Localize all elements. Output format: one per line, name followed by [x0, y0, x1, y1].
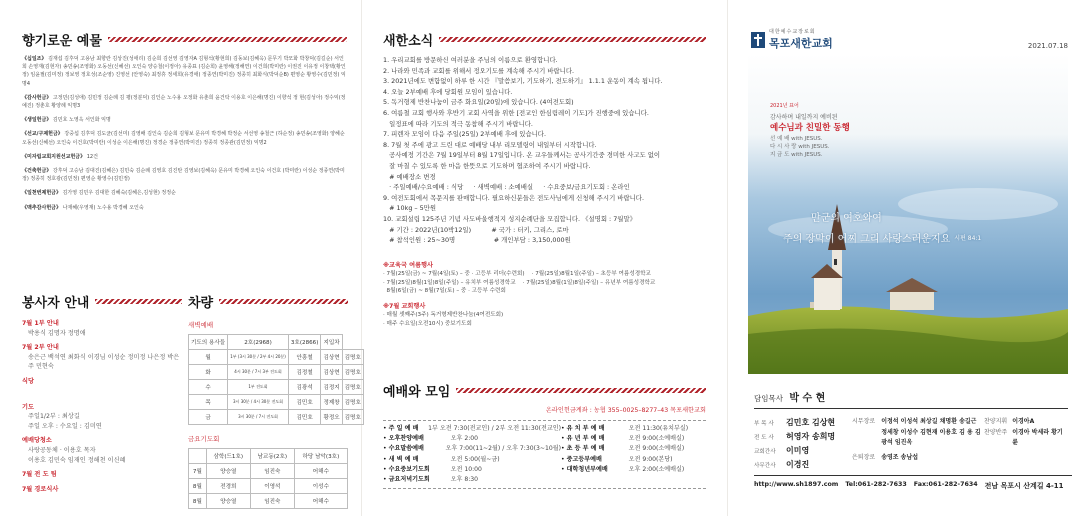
service-time: 오후 8:30: [450, 476, 479, 484]
offering-item: [22, 167, 347, 183]
news-item: 2. 나라와 민족과 교회를 위해서 정오기도를 계속해 주시기 바랍니다.: [383, 66, 575, 75]
car-subtitle: 금요기도회: [188, 435, 220, 443]
volunteer-body: 사랑공동체 · 이용호 목자 이용호 김민숙 임재인 정해천 이신혜: [28, 446, 126, 464]
staff-list: [754, 417, 852, 473]
table-cell: 양승열: [206, 494, 250, 509]
volunteer-title: [22, 292, 182, 311]
staff-row: [754, 431, 852, 442]
service-time: 오후 2:00: [450, 435, 479, 443]
service-name: 수요말씀예배: [388, 445, 424, 453]
bullet-dot: •: [383, 455, 387, 463]
table-row: [189, 365, 364, 380]
table-cell: 3시 30분 / 4시 30분 전도회: [228, 395, 289, 410]
offering-item: [22, 55, 347, 88]
volunteer-heading: 7월 1부 안내: [22, 320, 59, 327]
news-item: 5. 독거형제 반찬나눔이 금주 화요일(20일)에 있습니다. (4여전도회): [383, 98, 574, 107]
table-cell: 월: [189, 350, 228, 365]
service-time: 오후 2:00(소예배실): [628, 465, 685, 473]
title-divider: [456, 388, 706, 393]
table-cell: 어해수: [294, 494, 347, 509]
staff-row: [754, 445, 852, 456]
service-row: [561, 434, 706, 444]
news-item: 6. 여름철 교회 행사와 후반기 교회 사역을 위한 [전교인 한심림레이 기도]가 진행중에 있습니다.: [383, 108, 649, 117]
table-cell: 어해수: [294, 464, 347, 479]
table-row: [189, 395, 364, 410]
offering-text: 김민호 노영옥 서인화 익명: [52, 117, 111, 124]
elders-label: 시무장로: [852, 418, 876, 425]
pastor-name: 박 수 현: [789, 393, 826, 404]
event-block: [383, 262, 706, 329]
volunteer-item: [22, 343, 182, 372]
volunteer-item: [22, 470, 182, 480]
bullet-dot: •: [383, 445, 387, 453]
service-row: [383, 465, 561, 475]
cross-icon: [751, 32, 765, 48]
scripture-line-2: 주의 장막이 어찌 그리 사랑스러운지요: [783, 234, 951, 245]
service-row: [561, 465, 706, 475]
service-name: 오후찬양예배: [388, 435, 424, 443]
news-column: [383, 0, 706, 516]
volunteer-heading: 예배당청소: [22, 437, 52, 445]
table-cell: 양승열: [206, 464, 250, 479]
edu2-title: ※7월 교회행사: [383, 302, 426, 310]
header-cell: 2호(2968): [228, 335, 289, 350]
offering-label: 《맥추감사헌금》: [22, 204, 61, 211]
table-cell: 김민호: [288, 410, 321, 425]
service-time: 오전 11:30(유치부실): [628, 425, 689, 432]
volunteer-heading: 기도: [22, 403, 34, 411]
service-name: 주 일 예 배: [388, 425, 419, 432]
bullet-dot: •: [383, 465, 387, 473]
church-logo: [751, 28, 833, 51]
theme-line: 지 금 도 with JESUS.: [770, 152, 823, 158]
table-cell: 8월: [189, 494, 207, 509]
service-row: [383, 434, 561, 444]
table-cell: 1부 전도회: [228, 380, 289, 395]
service-name: 새 벽 예 배: [388, 455, 419, 463]
theme-block: [770, 102, 850, 159]
theme-lines: [770, 135, 850, 159]
news-item: 일정표에 따라 기도의 적극 동참해 주시기 바랍니다.: [383, 119, 533, 128]
scripture-banner: [783, 209, 1043, 245]
volunteer-body: 송은근 백석연 최화식 이경님 이성순 정미정 나은정 박은주 민현숙: [28, 353, 180, 371]
offering-label: 《십일조》: [22, 56, 47, 62]
offering-text: 김가영 김민우 김대한 김혜숙(김혜은,김성현) 정정순: [62, 190, 176, 197]
bullet-dot: •: [383, 425, 387, 432]
service-time: 오전 9:00(소예배실): [628, 445, 685, 453]
news-item: 8. 7월 첫 주에 광고 드린 대로 예배당 내부 리모델링이 내일부터 시작합니다.: [383, 140, 597, 149]
pastor-label: 담임목사: [754, 394, 783, 403]
staff-names: 이경진: [786, 460, 810, 469]
staff-names: 허영자 송희명: [786, 432, 836, 441]
table-cell: 수: [189, 380, 228, 395]
staff-row: [754, 417, 852, 428]
news-item: · 주일예배/수요예배 : 식당 · 새벽예배 : 소예배실 · 수요중보/금요기도회 : 온라인: [383, 183, 630, 192]
scripture-reference: 시편 84:1: [954, 235, 982, 242]
service-row: [383, 475, 561, 485]
offering-item: [22, 130, 347, 146]
title-divider: [108, 37, 347, 42]
theme-line: 선 예 배 with JESUS.: [770, 136, 823, 142]
table-cell: 금: [189, 410, 228, 425]
offering-item: [22, 94, 347, 110]
header-cell: 삼학(드1호): [206, 449, 250, 464]
service-row: [383, 424, 561, 434]
service-row: [561, 444, 706, 454]
offering-label: 《일천번제헌금》: [22, 190, 61, 197]
offering-text: 고정민(김성애) 김민정 김순례 김 평(정분덕) 김인순 노수용 오정화 유춘희 윤건탁 이용호 이은해(명진) 이향석 정 현(김성아) 정수익(정예진) 정춘호 황양례 익명3: [22, 94, 346, 110]
service-name: 수요중보기도회: [388, 465, 430, 473]
service-time: 오전 9:00(소예배실): [628, 435, 685, 443]
event-line: · 매주 수요일(오전10시) 중보기도회: [383, 320, 472, 327]
choir-label: 찬양지휘: [984, 418, 1008, 425]
volunteer-section: [22, 292, 182, 499]
bullet-dot: •: [383, 435, 387, 443]
offering-text: 김재섭 김후덕 고용남 최향란 김상진(성애리) 김순희 김선영 김영자A 김형석(황현희) 김동보(김혜옥) 문무기 박모화 박창덕(김길순) 서인희 손영재(김현자) 송민송(조영화) 오동선(신혜선) 오인숙 양승철(이정아) 유종표 (김순희) 윤영해(정해연) 이건희(박미란) 이권진 이유정 이창택(황인정) 임윤필(김미정) 정보영 정호성(조순영) 진영선 (안영숙) 최정휴 정세희(유경애) 정종연(박미진) 정종히 최화식(박덕순B) 편영순 황영수(김민정) 익명4: [22, 56, 346, 87]
hero-image: [748, 54, 1068, 374]
event-line: · 매월 셋째주(3주) 독거형제반찬나눔(4여전도회): [383, 312, 504, 319]
staff-role: 부 목 사: [754, 420, 774, 427]
fold-line: [361, 0, 362, 516]
title-divider: [219, 299, 348, 304]
news-list: [383, 55, 706, 246]
news-item: # 예배장소 변경: [383, 172, 436, 181]
staff-role: 사무간사: [754, 462, 776, 469]
offering-column: [22, 0, 361, 516]
volunteer-item: [22, 436, 182, 465]
news-title: [383, 30, 706, 49]
event-line: · 7월(25일(금) ~ 7월(4일(토) – 중 · 고등부 리더(수련회) · 7월(25일)8월1일(주일) – 초등부 여름성경학교: [383, 271, 651, 278]
volunteer-item: [22, 377, 182, 387]
event-line: 8월(6일(금) ~ 8월(7일(토) – 중 · 고등부 수련회: [383, 288, 506, 295]
offering-label: 《감사헌금》: [22, 94, 52, 101]
volunteer-heading: 7월 경로식사: [22, 485, 59, 493]
church-name: 목포새한교회: [769, 37, 833, 50]
table-cell: 이영석: [250, 479, 294, 494]
offering-text: 12건: [86, 153, 98, 160]
news-item: # 기간 : 2022년(10박12일) # 국가 : 터키, 그리스, 로마: [383, 225, 569, 234]
volunteer-list: [22, 319, 182, 494]
account-text: 온라인헌금계좌 : 농협 355–0025–8277–43 목포새한교회: [545, 407, 706, 414]
header-cell: [189, 449, 207, 464]
news-item: 1. 우리교회를 방문하신 여러분을 주님의 이름으로 환영합니다.: [383, 56, 558, 64]
service-time: 1부 오전 7:30(전교인) / 2부 오전 11:30(전교인): [428, 425, 561, 432]
news-item: 7. 피렌자 모임이 다음 주일(25일) 2부예배 후에 있습니다.: [383, 130, 546, 139]
offering-item: [22, 189, 347, 197]
service-table: [383, 420, 706, 489]
table-header: [189, 449, 348, 464]
edu-list: [383, 270, 706, 296]
theme-line-2: 예수님과 친밀한 동행: [770, 123, 850, 133]
friday-car-table: [188, 448, 348, 509]
staff-names: 이미영: [786, 446, 810, 455]
volunteer-heading: 7월 2부 안내: [22, 344, 59, 352]
service-name: 유 치 부 예 배: [566, 425, 605, 432]
volunteer-item: [22, 485, 182, 495]
scripture-line-1: 만군의 여호와여: [811, 213, 882, 224]
service-row: [383, 455, 561, 465]
header-cell: 지입차: [321, 335, 342, 350]
staff-role: 전 도 사: [754, 434, 774, 441]
staff-role: 교회간사: [754, 448, 776, 455]
theme-line-1: 감사하며 내일까지 예비된: [770, 114, 838, 121]
dawn-car-table: [188, 334, 364, 425]
table-cell: 김명호: [342, 410, 363, 425]
news-item: 9. 여전도회에서 목문지를 판매합니다. 필요하신분들은 전도사님에게 신청해 주시기 바랍니다.: [383, 193, 644, 202]
table-cell: 안흥철: [288, 350, 321, 365]
footer: [754, 475, 1072, 491]
news-item: # 참석인원 : 25~30명 # 개인부담 : 3,150,000원: [383, 236, 571, 245]
fold-line: [727, 0, 728, 516]
offering-text: 강후덕 고승남 김대진(김혜은) 김민숙 김순례 김영호 김진탄 김영보(김혜옥) 문유미 박경혜 오인숙 이건호 (박미란) 이성순 정종연(박미정) 정종히 정호광(김민정) 편영순 황영수(김민정): [22, 168, 345, 183]
service-time: 오전 10:00: [450, 465, 482, 473]
bullet-dot: •: [561, 465, 565, 473]
volunteer-heading: 식당: [22, 377, 34, 385]
event-line: · 7월(25일)8월(1일)8일(주일) – 유치부 여름성경학교 · 7월(25일)8월(1일)8일(주일) – 유년부 여름성경학교: [383, 279, 656, 286]
table-cell: 임진숙: [250, 464, 294, 479]
service-row: [383, 444, 561, 454]
retired-names: 송영조 송남섭: [881, 453, 919, 461]
edu2-list: [383, 311, 706, 328]
service-name: 대학청년부예배: [566, 465, 608, 473]
table-cell: 이성수: [294, 479, 347, 494]
table-cell: 정제창: [321, 395, 342, 410]
header-cell: 기도의 용사들: [189, 335, 228, 350]
table-row: [189, 464, 348, 479]
table-row: [189, 479, 348, 494]
staff-names: 김민호 김상현: [786, 418, 836, 427]
table-cell: 김명호: [342, 395, 363, 410]
bullet-dot: •: [561, 425, 565, 432]
news-item: # 10kg – 5만원: [383, 204, 437, 213]
service-name: 유 년 부 예 배: [566, 435, 605, 443]
header-cell: 3호(2866): [288, 335, 321, 350]
car-section: [188, 292, 361, 509]
table-cell: 김민호: [288, 395, 321, 410]
table-cell: 김명호: [342, 365, 363, 380]
table-cell: 목: [189, 395, 228, 410]
header-cell: 남교동(2호): [250, 449, 294, 464]
offering-item: [22, 116, 347, 124]
offering-label: 《생일헌금》: [22, 117, 52, 124]
volunteer-body: 박용식 김명자 정명애: [28, 329, 86, 337]
offering-item: [22, 204, 347, 212]
table-cell: 김정지: [321, 380, 342, 395]
section-title: 차량: [188, 296, 214, 311]
website-link[interactable]: http://www.sh1897.com: [754, 481, 839, 488]
worship-section: [383, 381, 706, 489]
edu-title: ※교육국 여름행사: [383, 261, 434, 269]
worship-title: [383, 381, 706, 400]
section-title: 향기로운 예물: [22, 34, 102, 49]
section-title: 예배와 모임: [383, 385, 451, 400]
table-cell: 1부 (3시 30분 / 2부 4시 20분): [228, 350, 289, 365]
volunteer-item: [22, 392, 182, 398]
table-cell: 임진숙: [250, 494, 294, 509]
cover-column: [748, 0, 1072, 516]
news-item: 10. 교회설립 125주년 기념 사도바울행적지 성지순례단을 모집합니다. 《설명회 : 7월말》: [383, 214, 637, 223]
elders-names: 이정석 이성석 최상길 채명환 송길근 정세창 이성수 김현재 이용호 김 용 김광석 임진옥: [881, 418, 981, 446]
table-cell: 7월: [189, 464, 207, 479]
table-cell: 김상현: [321, 350, 342, 365]
table-header: [189, 335, 364, 350]
car-subtitle: 새벽예배: [188, 321, 214, 329]
service-row: [561, 455, 706, 465]
table-cell: 3시 30분 / 7시 전도회: [228, 410, 289, 425]
footer-tel: Tel:061-282-7633: [845, 481, 907, 488]
volunteer-item: [22, 403, 182, 432]
service-name: 금요저녁기도회: [388, 476, 430, 484]
table-row: [189, 350, 364, 365]
table-cell: 김상현: [321, 365, 342, 380]
title-divider: [439, 37, 706, 42]
table-cell: 김명호: [342, 350, 363, 365]
section-title: 봉사자 안내: [22, 296, 90, 311]
car-title: [188, 292, 348, 311]
offering-section-title: [22, 30, 347, 49]
volunteer-body: 주일1/2부 : 최상길 주일 오후 : 수요일 : 김미연: [28, 413, 102, 430]
volunteer-heading: 7월 전 도 팀: [22, 471, 57, 479]
news-item: 4. 오늘 2부예배 후에 당회원 모임이 있습니다.: [383, 87, 513, 96]
service-list-right: [561, 424, 706, 485]
service-time: 오전 5:00(월~금): [450, 455, 500, 463]
footer-address: 전남 목포시 산계길 4-11: [984, 482, 1064, 490]
header-cell: 하당 남악(3호): [294, 449, 347, 464]
staff-section: [754, 389, 1068, 473]
title-divider: [95, 299, 182, 304]
table-cell: 김정철: [288, 365, 321, 380]
accompanist-names: 이경아 박세라 황기륜: [1012, 428, 1063, 446]
table-cell: 8월: [189, 479, 207, 494]
service-name: 중고등부예배: [566, 455, 602, 463]
theme-line: 다 시 사 랑 with JESUS.: [770, 144, 830, 150]
offering-label: 《선교/구제헌금》: [22, 131, 63, 138]
bullet-dot: •: [561, 435, 565, 443]
table-cell: 김명호: [342, 380, 363, 395]
offering-text: 강중섭 김후덕 김도균(김선미) 김영배 김인숙 김순희 김형보 문유미 박경혜 박정순 서선영 송철근 (하순정) 송민송(조영화) 양혜순 오동선(신혜선) 오인숙 이건호(박미란) 이성순 이은해(명진) 정경순 정종연(박미진) 정종히 정종관(김민정) 익명2: [22, 131, 345, 146]
table-row: [189, 380, 364, 395]
choir-name: 이경아A: [1012, 418, 1035, 425]
table-row: [189, 494, 348, 509]
retired-label: 은퇴장로: [852, 453, 876, 461]
table-cell: 화: [189, 365, 228, 380]
table-cell: 전경희: [206, 479, 250, 494]
offering-label: 《미자립교회지원선교헌금》: [22, 153, 86, 160]
bullet-dot: •: [383, 476, 387, 484]
service-list-left: [383, 424, 561, 485]
table-row: [189, 410, 364, 425]
offering-label: 《건축헌금》: [22, 168, 52, 175]
offering-item: [22, 153, 347, 161]
service-name: 초 등 부 예 배: [566, 445, 605, 453]
accompanist-label: 찬양반주: [984, 428, 1008, 436]
offering-text: 나재혜(우영재) 노수용 박경혜 오인숙: [62, 204, 144, 211]
service-time: 오전 9:00(본당): [628, 455, 673, 463]
bulletin-date: 2021.07.18: [1027, 42, 1068, 50]
bullet-dot: •: [561, 445, 565, 453]
volunteer-item: [22, 319, 182, 338]
theme-label: 2021년 표어: [770, 103, 799, 109]
service-row: [561, 424, 706, 434]
denomination-text: 대한예수교장로회: [769, 29, 816, 35]
news-item: 3. 2021년에도 변함없이 하루 한 시간 『말씀보기, 기도하기, 전도하기』 1.1.1 운동이 계속 됩니다.: [383, 77, 663, 86]
footer-fax: Fax:061-282-7634: [913, 481, 978, 488]
offering-list: [22, 55, 347, 212]
section-title: 새한소식: [383, 34, 434, 49]
news-item: 공사예정 기간은 7월 19일부터 8월 17일입니다. 온 교우들께서는 공사기간중 경미한 사고도 없이: [383, 151, 661, 160]
news-item: 잘 마칠 수 있도록 한 마음 한뜻으로 기도하며 협조하여 주시기 바랍니다.: [383, 161, 591, 170]
table-cell: 4시 30분 / 7시 3부 전도회: [228, 365, 289, 380]
bullet-dot: •: [561, 455, 565, 463]
table-cell: 김광석: [288, 380, 321, 395]
table-cell: 황정오: [321, 410, 342, 425]
service-time: 오후 7:00(11~2월) / 오후 7:30(3~10월): [445, 445, 561, 453]
staff-row: [754, 459, 852, 470]
